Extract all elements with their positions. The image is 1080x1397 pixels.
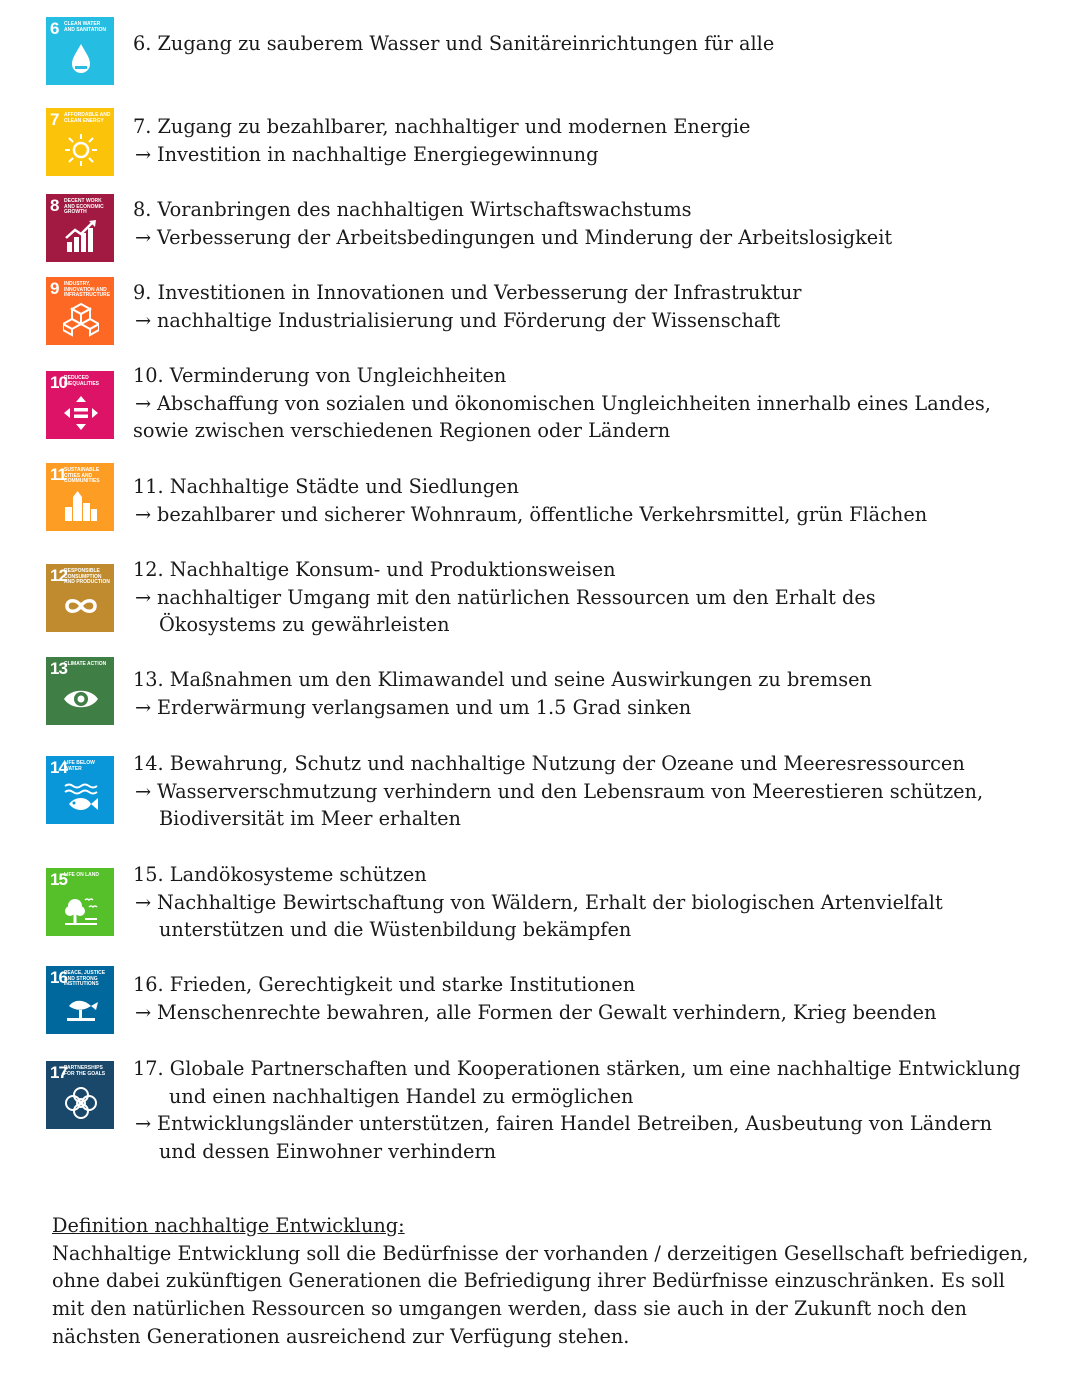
goal-title: 14. Bewahrung, Schutz und nachhaltige Nutzung der Ozeane und Meeresressourcen: [133, 752, 965, 775]
sdg-number: 8: [50, 196, 59, 215]
sdg-12-logo: [46, 564, 114, 632]
definition-line: ohne dabei zukünftigen Generationen die Befriedigung ihrer Bedürfnisse einzuschränken. Es soll: [52, 1269, 1005, 1293]
definition-section: [52, 1212, 1042, 1351]
goal-text: [133, 971, 1038, 1026]
arrow-icon: →: [135, 502, 152, 526]
goal-text: [133, 556, 1038, 639]
sdg-6-logo: [46, 17, 114, 85]
goal-detail: → nachhaltige Industrialisierung und Förderung der Wissenschaft: [133, 307, 1038, 335]
goal-text: [133, 30, 1038, 58]
sdg-caption: LIFE BELOW WATER: [64, 760, 95, 772]
sdg-14-logo: [46, 756, 114, 824]
sdg-number: 12: [50, 566, 67, 585]
goal-text: [133, 362, 1038, 445]
definition-line: nächsten Generationen ausreichend zur Verfügung stehen.: [52, 1324, 630, 1348]
goal-detail: → nachhaltiger Umgang mit den natürlichen Ressourcen um den Erhalt des: [133, 584, 1038, 612]
sdg-caption: REDUCED INEQUALITIES: [64, 375, 100, 387]
water-drop-icon: [63, 41, 99, 77]
infinity-loop-icon: [63, 588, 99, 624]
sdg-9-logo: [46, 277, 114, 345]
goal-detail: → Wasserverschmutzung verhindern und den Lebensraum von Meerestieren schützen,: [133, 778, 1038, 806]
equality-arrows-icon: [63, 395, 99, 431]
goal-title: 11. Nachhaltige Städte und Siedlungen: [133, 475, 519, 498]
arrow-icon: →: [135, 585, 152, 609]
definition-line: mit den natürlichen Ressourcen so umgangen werden, dass sie auch in der Zukunft noch den: [52, 1297, 967, 1321]
definition-title: Definition nachhaltige Entwicklung:: [52, 1214, 405, 1237]
tree-birds-icon: [63, 892, 99, 928]
goal-title: 6. Zugang zu sauberem Wasser und Sanitäreinrichtungen für alle: [133, 32, 775, 55]
sdg-8-logo: [46, 194, 114, 262]
goal-text: [133, 750, 1038, 833]
goal-detail: → Abschaffung von sozialen und ökonomischen Ungleichheiten innerhalb eines Landes,: [133, 390, 1038, 418]
goal-text: [133, 279, 1038, 334]
arrow-icon: →: [135, 225, 152, 249]
goal-detail: → Nachhaltige Bewirtschaftung von Wäldern, Erhalt der biologischen Artenvielfalt: [133, 889, 1038, 917]
sdg-number: 6: [50, 19, 59, 38]
growth-chart-icon: [63, 218, 99, 254]
goal-title: 8. Voranbringen des nachhaltigen Wirtschaftswachstums: [133, 198, 692, 221]
arrow-icon: →: [135, 695, 152, 719]
dove-gavel-icon: [63, 990, 99, 1026]
goal-title: 9. Investitionen in Innovationen und Verbesserung der Infrastruktur: [133, 281, 802, 304]
goal-title: 7. Zugang zu bezahlbarer, nachhaltiger und modernen Energie: [133, 115, 751, 138]
goal-title-continued: und einen nachhaltigen Handel zu ermöglichen: [169, 1084, 634, 1108]
sdg-caption: CLEAN WATER AND SANITATION: [64, 21, 107, 33]
sdg-number: 14: [50, 758, 67, 777]
sdg-number: 17: [50, 1063, 67, 1082]
arrow-icon: →: [135, 142, 152, 166]
sdg-16-logo: [46, 966, 114, 1034]
sdg-number: 13: [50, 659, 67, 678]
sdg-15-logo: [46, 868, 114, 936]
goal-title: 13. Maßnahmen um den Klimawandel und seine Auswirkungen zu bremsen: [133, 668, 872, 691]
goal-text: [133, 473, 1038, 528]
goal-detail: → Erderwärmung verlangsamen und um 1.5 Grad sinken: [133, 694, 1038, 722]
definition-line: Nachhaltige Entwicklung soll die Bedürfnisse der vorhanden / derzeitigen Gesellschaft befriedigen,: [52, 1241, 1029, 1265]
arrow-icon: →: [135, 890, 152, 914]
goal-text: [133, 666, 1038, 721]
partnership-flower-icon: [63, 1085, 99, 1121]
goal-title: 15. Landökosysteme schützen: [133, 863, 427, 886]
sdg-caption: PARTNERSHIPS FOR THE GOALS: [64, 1065, 106, 1077]
sdg-10-logo: [46, 371, 114, 439]
fish-waves-icon: [63, 780, 99, 816]
sdg-caption: SUSTAINABLE CITIES AND COMMUNITIES: [64, 467, 100, 484]
goal-detail: Biodiversität im Meer erhalten: [159, 807, 461, 831]
arrow-icon: →: [135, 1112, 152, 1136]
sdg-caption: RESPONSIBLE CONSUMPTION AND PRODUCTION: [64, 568, 110, 585]
goal-detail: → Menschenrechte bewahren, alle Formen der Gewalt verhindern, Krieg beenden: [133, 999, 1038, 1027]
goal-text: [133, 1055, 1038, 1166]
sdg-number: 9: [50, 279, 59, 298]
eye-globe-icon: [63, 681, 99, 717]
sdg-caption: DECENT WORK AND ECONOMIC GROWTH: [64, 198, 104, 215]
sdg-caption: PEACE, JUSTICE AND STRONG INSTITUTIONS: [64, 970, 106, 987]
goal-detail: → Investition in nachhaltige Energiegewinnung: [133, 141, 1038, 169]
sdg-11-logo: [46, 463, 114, 531]
goal-detail: unterstützen und die Wüstenbildung bekämpfen: [159, 918, 632, 942]
goal-detail: → Verbesserung der Arbeitsbedingungen und Minderung der Arbeitslosigkeit: [133, 224, 1038, 252]
sdg-caption: INDUSTRY, INNOVATION AND INFRASTRUCTURE: [64, 281, 111, 298]
sdg-7-logo: [46, 108, 114, 176]
goal-detail: sowie zwischen verschiedenen Regionen oder Ländern: [133, 419, 671, 443]
sdg-number: 10: [50, 373, 67, 392]
goal-text: [133, 196, 1038, 251]
goal-title: 10. Verminderung von Ungleichheiten: [133, 364, 507, 387]
sdg-number: 15: [50, 870, 67, 889]
goal-title: 16. Frieden, Gerechtigkeit und starke Institutionen: [133, 973, 636, 996]
cubes-icon: [63, 301, 99, 337]
arrow-icon: →: [135, 391, 152, 415]
sdg-number: 7: [50, 110, 59, 129]
sun-icon: [63, 132, 99, 168]
sdg-17-logo: [46, 1061, 114, 1129]
arrow-icon: →: [135, 308, 152, 332]
goal-title: 17. Globale Partnerschaften und Kooperationen stärken, um eine nachhaltige Entwicklung: [133, 1057, 1021, 1080]
goal-detail: und dessen Einwohner verhindern: [159, 1140, 497, 1164]
goal-detail: → Entwicklungsländer unterstützen, fairen Handel Betreiben, Ausbeutung von Ländern: [133, 1110, 1038, 1138]
goal-detail: Ökosystems zu gewährleisten: [159, 613, 450, 637]
goal-text: [133, 861, 1038, 944]
sdg-caption: CLIMATE ACTION: [64, 661, 107, 667]
sdg-number: 16: [50, 968, 67, 987]
goal-text: [133, 113, 1038, 168]
sdg-caption: LIFE ON LAND: [64, 872, 99, 878]
sdg-13-logo: [46, 657, 114, 725]
city-buildings-icon: [63, 487, 99, 523]
arrow-icon: →: [135, 1000, 152, 1024]
goal-detail: → bezahlbarer und sicherer Wohnraum, öffentliche Verkehrsmittel, grün Flächen: [133, 501, 1038, 529]
sdg-caption: AFFORDABLE AND CLEAN ENERGY: [64, 112, 111, 124]
sdg-number: 11: [50, 465, 66, 484]
arrow-icon: →: [135, 779, 152, 803]
goal-title: 12. Nachhaltige Konsum- und Produktionsweisen: [133, 558, 616, 581]
